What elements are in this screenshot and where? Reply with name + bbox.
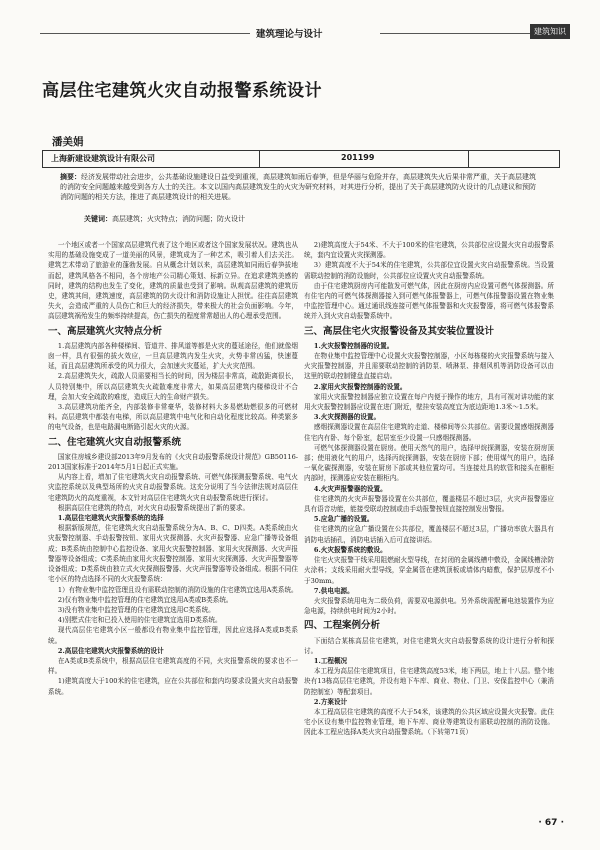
- keywords: [84, 214, 544, 224]
- abstract: [60, 172, 538, 202]
- header-section-title: 建筑理论与设计: [256, 29, 323, 40]
- subsection-heading: 5.应急广播的设置。: [313, 515, 374, 524]
- article-title: 高层住宅建筑火灾自动报警系统设计: [42, 81, 322, 101]
- left-column: [48, 240, 298, 697]
- paragraph: 从内容上看，增加了住宅建筑火灾自动报警系统、可燃气体探测报警系统、电气火灾监控系统以及典型场所的火灾自动报警系统。这充分说明了当今法律法规对高层住宅建筑防火的高度重视，本文针对高层住宅建筑火灾自动报警系统进行探讨。: [48, 473, 298, 502]
- header-rule-left: [40, 33, 250, 34]
- paragraph: 2)仅有物业集中监控管理的住宅建筑宜选用A类或B类系统。: [57, 595, 233, 604]
- paragraph: 根据新版规范，住宅建筑火灾自动报警系统分为A、B、C、D四类。A类系统由火灾报警控制器、手动报警按钮、家用火灾探测器、火灾声报警器、应急广播等设备组成；B类系统由控制中心监控设备、家用火灾报警控制器、家用火灾探测器、火灾声报警器等设备组成；C类系统由家用火灾报警控制器、家用火灾探测器、火灾声报警器等设备组成；D类系统由独立式火灾探测报警器、火灾声报警器等设备组成。根据不同住宅小区的特点选择不同的火灾报警系统：: [48, 524, 298, 584]
- paragraph: 4)别墅式住宅和已投入使用的住宅建筑宜选用D类系统。: [57, 616, 222, 625]
- paragraph: 家用火灾报警控制器应独立设置在每户内便于操作的地方，具有可视对讲功能的家用火灾报警控制器应设置在进门附近，壁挂安装高度宜为底边距地1.3米～1.5米。: [304, 392, 554, 412]
- affiliation-zip: 201199: [341, 153, 375, 162]
- paragraph: 本工程高层住宅建筑的高度不大于54米，该建筑的公共区域应设置火灾报警。此住宅小区设有集中监控物业管理，地下车库、商业等建筑设有需联动控制的消防设施。因此本工程应选择A类火灾自动报警系统。（下转第71页）: [304, 707, 554, 737]
- paragraph: 在物业集中监控管理中心设置火灾报警控制器，小区每栋楼的火灾报警系统与接入火灾报警控制器，并且需要联动控制的消防泵、喷淋泵、排烟风机等消防设备可以由这里的联动控制键盘直接启动。: [304, 352, 554, 381]
- subsection-heading: 1.高层住宅建筑火灾报警系统的选择: [57, 514, 164, 523]
- subsection-heading: 3.火灾探测器的设置。: [313, 413, 381, 422]
- author-name: 潘美娟: [52, 136, 84, 148]
- paragraph: 本工程为高层住宅建筑项目，住宅建筑高度53米，地下两层，地上十八层。整个地块有13栋高层住宅建筑，并设有地下车库、商业、物业、门卫、安保监控中心（兼消防控制室）等配套项目。: [304, 667, 554, 696]
- page-number: · 67 ·: [538, 818, 564, 828]
- keywords-label: 关键词：: [84, 214, 112, 223]
- affiliation-divider: [259, 151, 260, 167]
- paragraph: 在A类或B类系统中，根据高层住宅建筑高度的不同，火灾报警系统的要求也不一样。: [48, 656, 298, 676]
- running-header: [40, 26, 566, 40]
- subsection-heading: 2.高层住宅建筑火灾报警系统的设计: [57, 646, 164, 655]
- paragraph: 一个地区或者一个国家高层建筑代表了这个地区或者这个国家发展状况。建筑也从实用的基础设施变成了一道美丽的风景，建筑成为了一种艺术，吸引着人们去关注。建筑艺术带动了旅游业的蓬勃发展。自从概念计划以来，高层建筑如同雨后春笋拔地而起，建筑风格各不相同，各个房地产公司精心策划、标新立异。在追求建筑美感的同时，建筑的结构也发生了变化，建筑的质量也受到了影响。纵观高层建筑的建筑历史，建筑其间，建筑速度，高层建筑的防火设计和消防设施让人担忧。往往高层建筑失火，会造成严重的人员伤亡和巨大的经济损失，带来极大的社会负面影响。今年，高层建筑祸殆发生的频率持续提高，伤亡损失的程度常常超出人的心理承受范围。: [48, 241, 298, 321]
- abstract-label: 摘要：: [60, 172, 81, 181]
- paragraph: 根据高层住宅建筑的特点，对火灾自动报警系统提出了新的要求。: [57, 503, 250, 512]
- paragraph: 2)建筑高度大于54米、不大于100米的住宅建筑，公共部位应设置火灾自动报警系统，套内宜设置火灾探测器。: [304, 241, 554, 260]
- paragraph: 住宅火灾报警干线采用阻燃耐火型导线，在封闭的金属线槽中敷设，金属线槽涂防火涂料；支线采用耐火型导线，穿金属管在建筑顶板或墙体内暗敷，保护层厚度不小于30mm。: [304, 556, 554, 585]
- subsection-heading: 1.火灾报警控制器的设置。: [313, 341, 394, 350]
- keywords-text: 高层建筑；火灾特点；消防问题；防火设计: [112, 215, 245, 223]
- abstract-text: 经济发展带动社会进步，公共基础设施建设日益受到重视，高层建筑如雨后春笋，但是华丽与危险并存，高层建筑失火后果非常严重，关于高层建筑的消防安全问题越来越受到各方人士的关注。本文以国内高层建筑发生的火灾为研究材料，对其进行分析，提出了关于高层建筑防火设计的几点建议和预防消防问题的相关方法，推进了高层建筑设计的相关进展。: [60, 173, 536, 201]
- subsection-heading: 4.火灾声报警器的设置。: [313, 484, 387, 493]
- paragraph: 1)建筑高度大于100米的住宅建筑，应在公共部位和套内均要求设置火灾自动报警系统。: [48, 677, 298, 696]
- paragraph: 住宅建筑的火灾声报警器设置在公共部位，覆盖楼层不超过3层，火灾声报警器应具有语音功能，能接受联动控制或由手动报警按钮直接控制发出警报。: [304, 494, 554, 514]
- paragraph: 下面结合某栋高层住宅建筑，对住宅建筑火灾自动报警系统的设计进行分析和探讨。: [304, 636, 554, 655]
- subsection-heading: 2.方案设计: [313, 697, 348, 706]
- paragraph: 由于住宅建筑厨房内可能散发可燃气体，因此在厨房内应设置可燃气体探测器。所有住宅内的可燃气体探测器接入到可燃气体报警器上，可燃气体报警器设置在物业集中监控管理中心。通过通讯线连接可燃气体报警器和火灾报警器，将可燃气体报警系统并入到火灾自动报警系统中。: [304, 281, 554, 321]
- affiliation-divider-2: [468, 151, 469, 167]
- paragraph: 2.高层建筑失火，疏散人员需要相当长的时间，因为楼层非常高，疏散距离很长，人员特别集中，所以高层建筑失火疏散难度非常大，如果高层建筑内楼梯设计不合理，会加大安全疏散的难度，造成巨大的生命财产损失。: [48, 372, 298, 401]
- paragraph: 1）有物业集中监控管理且设有需联动控制的消防设施的住宅建筑宜选用A类系统。: [57, 585, 298, 594]
- section-heading: 三、高层住宅火灾报警设备及其安装位置设计: [304, 325, 495, 337]
- section-heading: 一、高层建筑火灾特点分析: [48, 325, 163, 337]
- affiliation-name: 上海新建设建筑设计有限公司: [51, 154, 155, 163]
- section-heading: 四、工程案例分析: [304, 620, 381, 632]
- subsection-heading: 6.火灾报警系统的敷设。: [313, 545, 387, 554]
- paragraph: 3)没有物业集中监控管理的住宅建筑宜选用C类系统。: [57, 605, 215, 614]
- header-rule-right: [380, 33, 535, 34]
- paragraph: 住宅建筑的应急广播设置在公共部位，覆盖楼层不超过3层，广播功率放大器具有消防电话插孔，消防电话插入后可直接讲话。: [304, 525, 554, 544]
- paragraph: 感烟探测器设置在高层住宅建筑的走道、楼梯间等公共部位。需要设置感烟探测器住宅内有卧、每个卧室，起居室至少设置一只感烟探测器。: [304, 423, 554, 442]
- subsection-heading: 1.工程概况: [313, 656, 348, 665]
- subsection-heading: 7.供电电源。: [313, 586, 354, 595]
- paragraph: 火灾报警系统用电为二级负荷，需要双电源供电。另外系统需配蓄电池装置作为应急电源，持续供电时间为2小时。: [304, 596, 554, 616]
- paragraph: 3.高层建筑功能齐全，内部装修非常豪华，装修材料大多易燃助燃很多的可燃材料。高层建筑中都装有电梯，所以高层建筑中电气化和自动化程度比较高。种类繁多的电气设备，也是电路漏电断路引起火灾的火源。: [48, 403, 298, 432]
- paragraph: 现代高层住宅建筑小区一般都设有物业集中监控管理，因此应选择A类或B类系统。: [48, 626, 298, 645]
- paragraph: 3）建筑高度不大于54米的住宅建筑，公共部位宜设置火灾自动报警系统。当设置需联动控制的消防设施时，公共部位应设置火灾自动报警系统。: [304, 261, 554, 280]
- right-column: [304, 240, 554, 738]
- subsection-heading: 2.家用火灾报警控制器的设置。: [313, 382, 407, 391]
- header-tag: 建筑知识: [530, 24, 570, 39]
- affiliation-box: [42, 150, 560, 168]
- section-heading: 二、住宅建筑火灾自动报警系统: [48, 436, 182, 448]
- paragraph: 国家住房城乡建设部2013年9月发布的《火灾自动报警系统设计规范》GB50116-2013国家标准于2014年5月1日起正式实施。: [48, 452, 298, 472]
- paragraph: 可燃气体探测器设置在厨房。使用天然气的用户，选择甲烷探测器，安装在厨房顶部；使用液化气的用户，选择丙烷探测器，安装在厨房下部；使用煤气的用户，选择一氧化碳探测器，安装在厨房下部或其他位置均可。当连接灶具的软管和接头在橱柜内部时，探测器应安装在橱柜内。: [304, 443, 554, 483]
- paragraph: 1.高层建筑内部各种楼梯间、管道井、排风道等都是火灾的蔓延途径，他们就像烟囱一样，具有很强的拔火效应，一旦高层建筑内发生火灾，火势非常凶猛，快速蔓延，而且高层建筑所承受的风力很大，会加速火灾蔓延，扩大火灾范围。: [48, 341, 298, 371]
